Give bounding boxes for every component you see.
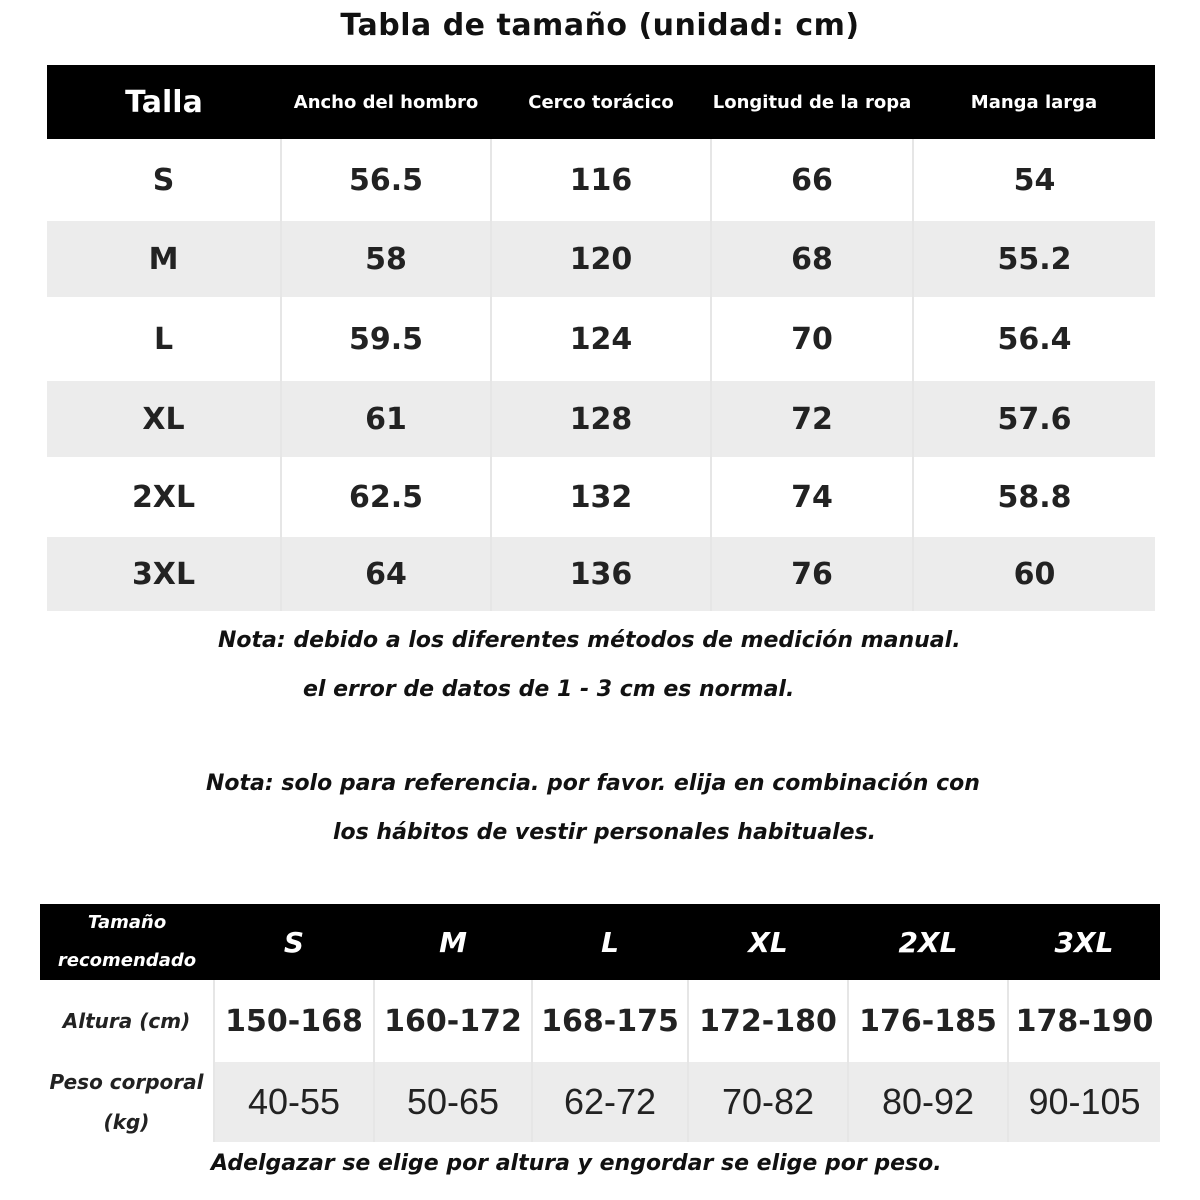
length-cell: 76 bbox=[711, 537, 913, 611]
height-label: Altura (cm) bbox=[40, 980, 214, 1062]
table-row bbox=[47, 139, 1155, 221]
reference-note-line1: Nota: solo para referencia. por favor. elija en combinación con bbox=[206, 771, 980, 796]
recommended-size-table bbox=[40, 904, 1160, 1142]
size-table-header-row bbox=[47, 65, 1155, 139]
size-cell: 2XL bbox=[47, 457, 281, 537]
sleeve-cell: 57.6 bbox=[913, 381, 1155, 457]
shoulder-cell: 56.5 bbox=[281, 139, 491, 221]
shoulder-cell: 58 bbox=[281, 221, 491, 297]
header-sleeve: Manga larga bbox=[913, 65, 1155, 139]
weight-cell: 70-82 bbox=[688, 1062, 848, 1142]
header-talla: Talla bbox=[47, 65, 281, 139]
weight-cell: 62-72 bbox=[532, 1062, 688, 1142]
header-size-l: L bbox=[532, 904, 688, 980]
sleeve-cell: 60 bbox=[913, 537, 1155, 611]
header-size-s: S bbox=[214, 904, 374, 980]
sleeve-cell: 55.2 bbox=[913, 221, 1155, 297]
height-row bbox=[40, 980, 1160, 1062]
table-row bbox=[47, 457, 1155, 537]
chest-cell: 116 bbox=[491, 139, 711, 221]
height-cell: 178-190 bbox=[1008, 980, 1160, 1062]
sleeve-cell: 58.8 bbox=[913, 457, 1155, 537]
chest-cell: 120 bbox=[491, 221, 711, 297]
header-recommended-line1: Tamaño bbox=[87, 912, 167, 933]
measurement-note-line2: el error de datos de 1 - 3 cm es normal. bbox=[303, 677, 795, 702]
size-cell: 3XL bbox=[47, 537, 281, 611]
size-cell: L bbox=[47, 297, 281, 381]
shoulder-cell: 59.5 bbox=[281, 297, 491, 381]
chest-cell: 128 bbox=[491, 381, 711, 457]
header-recommended-line2: recomendado bbox=[57, 950, 197, 971]
height-cell: 168-175 bbox=[532, 980, 688, 1062]
height-cell: 150-168 bbox=[214, 980, 374, 1062]
length-cell: 68 bbox=[711, 221, 913, 297]
footer-note: Adelgazar se elige por altura y engordar se elige por peso. bbox=[211, 1151, 942, 1176]
table-row bbox=[47, 221, 1155, 297]
table-row bbox=[47, 381, 1155, 457]
weight-cell: 40-55 bbox=[214, 1062, 374, 1142]
reference-note-line2: los hábitos de vestir personales habituales. bbox=[333, 820, 877, 845]
chest-cell: 124 bbox=[491, 297, 711, 381]
weight-label-line1: Peso corporal bbox=[49, 1070, 204, 1094]
header-size-xl: XL bbox=[688, 904, 848, 980]
header-chest: Cerco torácico bbox=[491, 65, 711, 139]
chest-cell: 136 bbox=[491, 537, 711, 611]
size-cell: M bbox=[47, 221, 281, 297]
header-shoulder-width: Ancho del hombro bbox=[281, 65, 491, 139]
header-size-m: M bbox=[374, 904, 532, 980]
table-row bbox=[47, 537, 1155, 611]
height-cell: 160-172 bbox=[374, 980, 532, 1062]
header-length: Longitud de la ropa bbox=[711, 65, 913, 139]
weight-label bbox=[40, 1062, 214, 1142]
recommend-header-row bbox=[40, 904, 1160, 980]
length-cell: 66 bbox=[711, 139, 913, 221]
length-cell: 74 bbox=[711, 457, 913, 537]
chest-cell: 132 bbox=[491, 457, 711, 537]
page-title: Tabla de tamaño (unidad: cm) bbox=[340, 8, 860, 43]
height-cell: 176-185 bbox=[848, 980, 1008, 1062]
header-recommended-size bbox=[40, 904, 214, 980]
measurement-note-line1: Nota: debido a los diferentes métodos de medición manual. bbox=[218, 628, 961, 653]
shoulder-cell: 61 bbox=[281, 381, 491, 457]
height-cell: 172-180 bbox=[688, 980, 848, 1062]
size-chart-table bbox=[47, 65, 1155, 611]
shoulder-cell: 62.5 bbox=[281, 457, 491, 537]
weight-label-line2: (kg) bbox=[103, 1110, 150, 1134]
weight-row bbox=[40, 1062, 1160, 1142]
size-cell: XL bbox=[47, 381, 281, 457]
weight-cell: 50-65 bbox=[374, 1062, 532, 1142]
weight-cell: 80-92 bbox=[848, 1062, 1008, 1142]
weight-cell: 90-105 bbox=[1008, 1062, 1160, 1142]
shoulder-cell: 64 bbox=[281, 537, 491, 611]
length-cell: 70 bbox=[711, 297, 913, 381]
sleeve-cell: 54 bbox=[913, 139, 1155, 221]
length-cell: 72 bbox=[711, 381, 913, 457]
table-row bbox=[47, 297, 1155, 381]
header-size-2xl: 2XL bbox=[848, 904, 1008, 980]
size-cell: S bbox=[47, 139, 281, 221]
sleeve-cell: 56.4 bbox=[913, 297, 1155, 381]
header-size-3xl: 3XL bbox=[1008, 904, 1160, 980]
